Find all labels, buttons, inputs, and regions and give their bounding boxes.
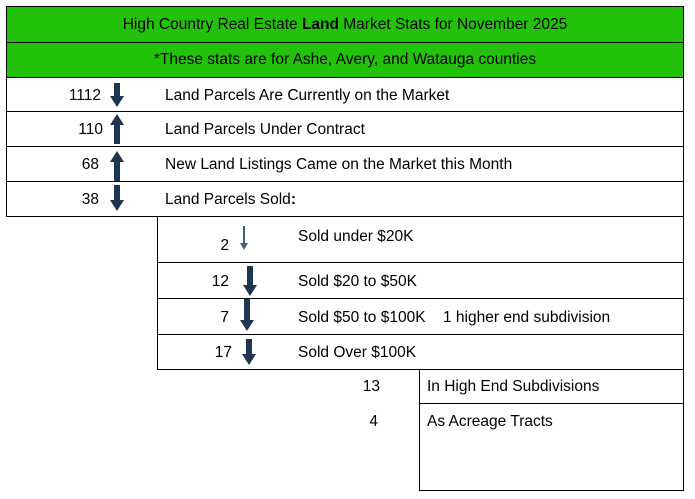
arrow-down-thin-icon <box>240 226 248 250</box>
arrow-up-icon <box>110 151 124 181</box>
title-text-bold: Land <box>301 16 339 33</box>
title-bar <box>6 6 684 43</box>
arrow-down-icon <box>242 339 256 365</box>
over100k-label: As Acreage Tracts <box>427 413 553 430</box>
sold-breakdown-row <box>157 334 684 370</box>
table-row <box>6 111 684 147</box>
sold-label: Sold $20 to $50K <box>298 273 417 290</box>
arrow-down-icon <box>240 299 254 331</box>
sold-value: 7 <box>220 309 229 326</box>
arrow-down-icon <box>243 266 257 296</box>
sold-note: 1 higher end subdivision <box>443 309 611 326</box>
table-row <box>6 77 684 112</box>
stat-label-suffix: : <box>290 191 296 208</box>
sold-value: 2 <box>220 237 229 254</box>
title-text-before: High Country Real Estate <box>122 16 302 33</box>
over100k-row <box>419 403 684 491</box>
page-title <box>7 16 683 34</box>
arrow-up-icon <box>110 114 124 144</box>
stat-value: 68 <box>81 156 99 173</box>
sold-label: Sold under $20K <box>298 228 414 245</box>
over100k-row <box>419 369 684 404</box>
sold-value: 17 <box>214 344 232 361</box>
over100k-value: 4 <box>369 413 378 430</box>
sold-breakdown-row <box>157 216 684 263</box>
arrow-down-icon <box>110 83 124 107</box>
sold-value: 12 <box>211 273 229 290</box>
sold-label: Sold Over $100K <box>298 344 417 361</box>
stat-value: 1112 <box>68 87 101 104</box>
sold-breakdown-row <box>157 262 684 299</box>
arrow-down-icon <box>110 185 124 211</box>
stat-label-text: Land Parcels Sold <box>165 191 291 208</box>
subtitle-bar <box>6 42 684 78</box>
stat-label: Land Parcels Under Contract <box>165 121 365 138</box>
title-text-after: Market Stats for November 2025 <box>338 16 568 33</box>
subtitle-text: *These stats are for Ashe, Avery, and Watauga counties <box>153 51 537 68</box>
table-row <box>6 146 684 182</box>
stat-label: New Land Listings Came on the Market this Month <box>165 156 513 173</box>
over100k-label: In High End Subdivisions <box>427 378 600 395</box>
stat-value: 110 <box>78 121 103 138</box>
table-row <box>6 181 684 217</box>
stat-label: Land Parcels Are Currently on the Market <box>165 87 450 104</box>
stat-value: 38 <box>81 191 99 208</box>
stat-label <box>165 191 296 209</box>
sold-breakdown-row <box>157 298 684 335</box>
sold-label: Sold $50 to $100K <box>298 309 426 326</box>
over100k-value: 13 <box>362 378 380 395</box>
